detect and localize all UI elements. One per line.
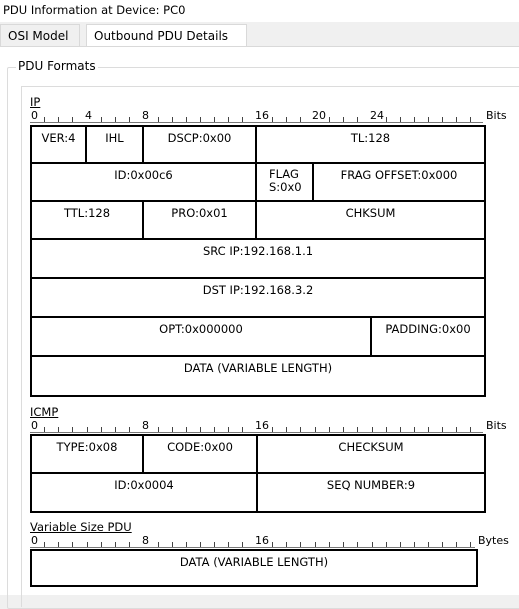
ip-ruler-mark-24: 24 xyxy=(370,109,384,122)
ip-ruler-mark-4: 4 xyxy=(85,109,92,122)
icmp-section-label: ICMP xyxy=(30,405,59,419)
variable-ruler-unit: Bytes xyxy=(478,534,509,547)
icmp-checksum-field: CHECKSUM xyxy=(256,434,486,474)
ip-dscp-field: DSCP:0x00 xyxy=(142,125,257,164)
icmp-type-field: TYPE:0x08 xyxy=(30,434,144,474)
pdu-formats-panel xyxy=(0,47,519,595)
ip-padding-field: PADDING:0x00 xyxy=(370,316,486,357)
window-title: PDU Information at Device: PC0 xyxy=(0,0,519,22)
variable-ruler-mark-8: 8 xyxy=(142,534,149,547)
tab-bar xyxy=(0,24,519,47)
ip-ruler-unit: Bits xyxy=(486,109,507,122)
tab-outbound-pdu-details[interactable]: Outbound PDU Details xyxy=(86,24,247,47)
pdu-formats-label: PDU Formats xyxy=(18,59,96,73)
ip-protocol-field: PRO:0x01 xyxy=(142,200,257,240)
icmp-ruler-mark-16: 16 xyxy=(255,419,269,432)
icmp-code-field: CODE:0x00 xyxy=(142,434,258,474)
ip-ruler-mark-16: 16 xyxy=(255,109,269,122)
icmp-ruler-mark-8: 8 xyxy=(142,419,149,432)
icmp-bit-ruler xyxy=(30,419,515,433)
variable-pdu-byte-ruler xyxy=(30,534,515,548)
ip-src-ip-field: SRC IP:192.168.1.1 xyxy=(30,238,486,279)
tab-osi-model[interactable]: OSI Model xyxy=(0,24,80,46)
ip-tl-field: TL:128 xyxy=(255,125,486,164)
ip-ihl-field: IHL xyxy=(85,125,144,164)
ip-frag-offset-field: FRAG OFFSET:0x000 xyxy=(312,162,486,202)
ip-ttl-field: TTL:128 xyxy=(30,200,144,240)
ip-ruler-mark-8: 8 xyxy=(142,109,149,122)
ip-id-field: ID:0x00c6 xyxy=(30,162,257,202)
ip-ver-field: VER:4 xyxy=(30,125,87,164)
ip-flags-field: FLAG S:0x0 xyxy=(255,162,314,202)
icmp-seq-number-field: SEQ NUMBER:9 xyxy=(256,472,486,513)
ip-dst-ip-field: DST IP:192.168.3.2 xyxy=(30,277,486,318)
ip-section-label: IP xyxy=(30,95,41,109)
icmp-ruler-mark-0: 0 xyxy=(31,419,38,432)
ip-bit-ruler xyxy=(30,109,515,123)
ip-data-field: DATA (VARIABLE LENGTH) xyxy=(30,355,486,397)
variable-pdu-section-label: Variable Size PDU xyxy=(30,520,132,534)
ip-ruler-mark-20: 20 xyxy=(312,109,326,122)
icmp-id-field: ID:0x0004 xyxy=(30,472,258,513)
variable-ruler-mark-0: 0 xyxy=(31,534,38,547)
ip-ruler-mark-0: 0 xyxy=(31,109,38,122)
ip-options-field: OPT:0x000000 xyxy=(30,316,372,357)
variable-ruler-mark-16: 16 xyxy=(255,534,269,547)
ip-checksum-field: CHKSUM xyxy=(255,200,486,240)
icmp-ruler-unit: Bits xyxy=(486,419,507,432)
variable-data-field: DATA (VARIABLE LENGTH) xyxy=(30,549,478,587)
